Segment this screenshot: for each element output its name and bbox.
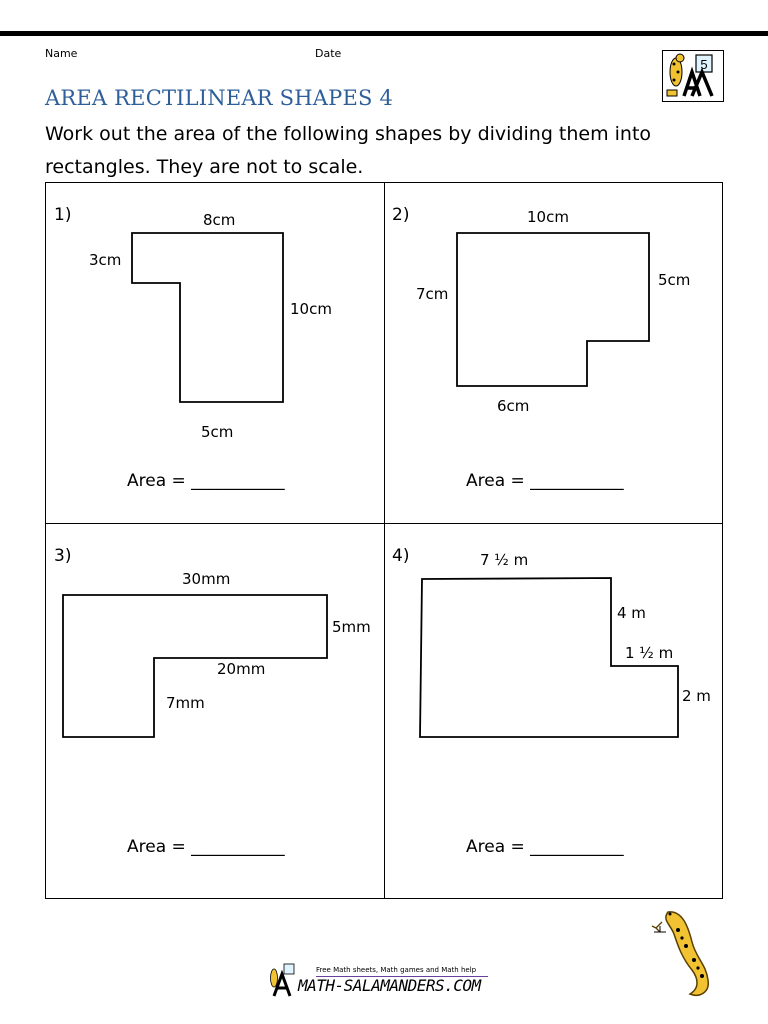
footer-logo-icon — [268, 962, 298, 998]
question-2 — [385, 183, 724, 523]
salamander-illustration — [648, 902, 720, 1002]
dimension-label: 10cm — [527, 208, 569, 226]
question-number: 1) — [54, 205, 72, 225]
dimension-label: 7mm — [166, 694, 205, 712]
question-grid — [45, 182, 723, 899]
name-label: Name — [45, 47, 78, 60]
question-3 — [46, 524, 384, 900]
dimension-label: 8cm — [203, 211, 236, 229]
salamander-logo — [662, 50, 724, 102]
grade-badge: 5 — [700, 57, 708, 72]
dimension-label: 2 m — [682, 687, 711, 705]
question-number: 3) — [54, 546, 72, 566]
question-number: 4) — [392, 546, 410, 566]
dimension-label: 7 ½ m — [480, 551, 529, 569]
footer-brand[interactable]: MATH-SALAMANDERS.COM — [298, 976, 481, 995]
area-answer-prompt[interactable]: Area = ___________ — [466, 837, 624, 857]
instructions: Work out the area of the following shapes by dividing them into rectangles. They are not to scale. — [45, 123, 652, 178]
dimension-label: 30mm — [182, 570, 231, 588]
question-1 — [46, 183, 384, 523]
area-answer-prompt[interactable]: Area = ___________ — [466, 471, 624, 491]
date-label: Date — [315, 47, 342, 60]
footer-branding — [268, 960, 508, 1000]
dimension-label: 6cm — [497, 397, 530, 415]
dimension-label: 7cm — [416, 285, 449, 303]
dimension-label: 5cm — [201, 423, 234, 441]
question-4 — [385, 524, 724, 900]
dimension-label: 10cm — [290, 300, 332, 318]
dimension-label: 3cm — [89, 251, 122, 269]
area-answer-prompt[interactable]: Area = ___________ — [127, 471, 285, 491]
dimension-label: 1 ½ m — [625, 644, 674, 662]
dimension-label: 4 m — [617, 604, 646, 622]
area-answer-prompt[interactable]: Area = ___________ — [127, 837, 285, 857]
dimension-label: 5cm — [658, 271, 691, 289]
footer-tagline: Free Math sheets, Math games and Math help — [316, 966, 477, 974]
page-title: AREA RECTILINEAR SHAPES 4 — [45, 86, 394, 110]
dimension-label: 5mm — [332, 618, 371, 636]
top-rule — [0, 31, 768, 36]
dimension-label: 20mm — [217, 660, 266, 678]
question-number: 2) — [392, 205, 410, 225]
